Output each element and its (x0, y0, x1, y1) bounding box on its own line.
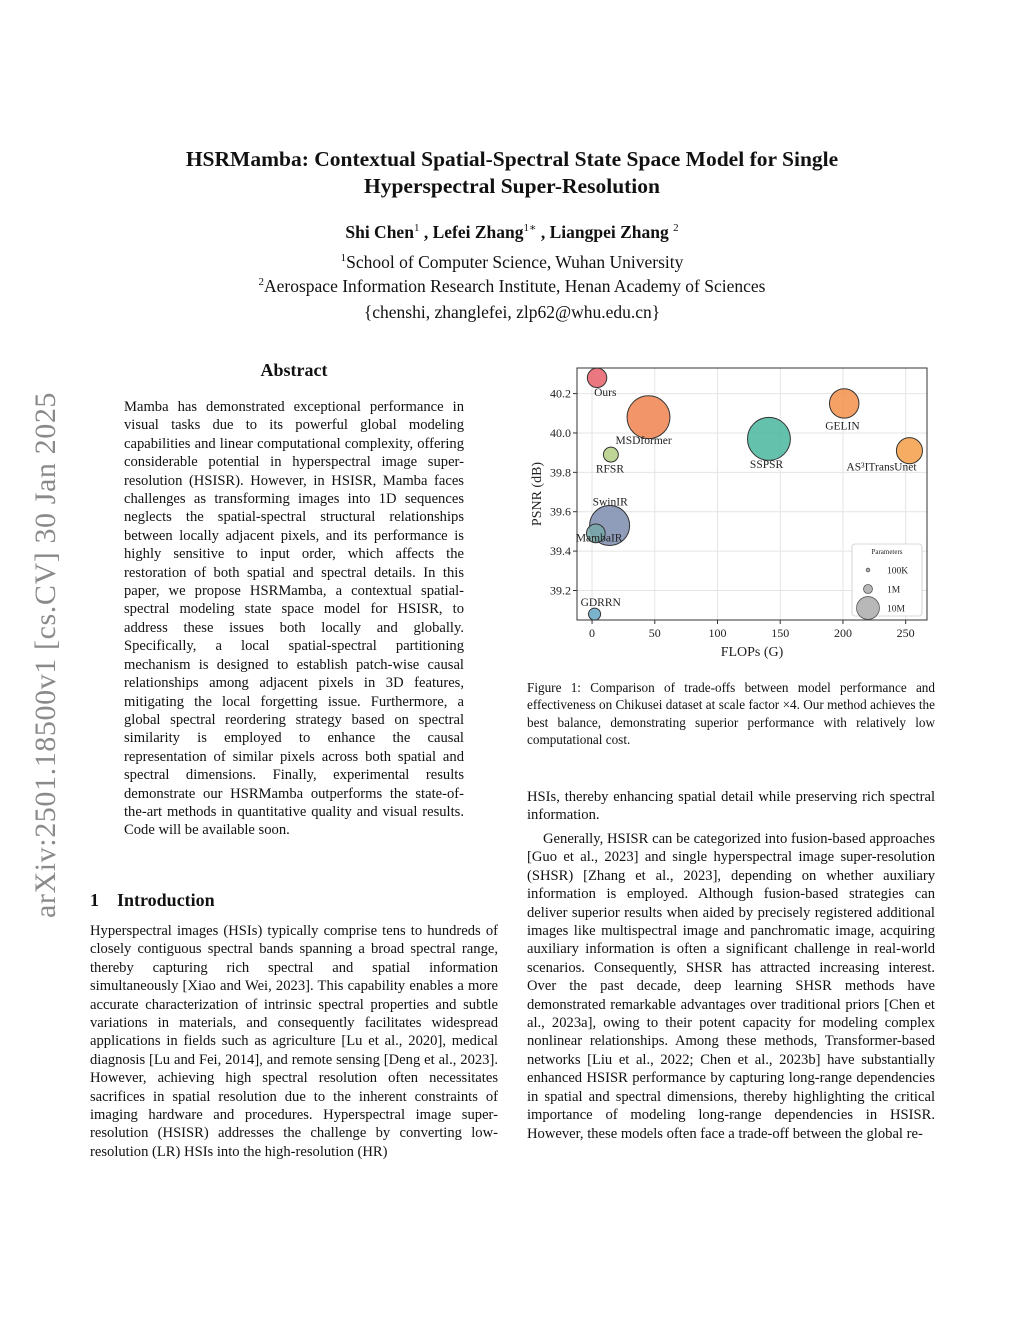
affiliation-sup: 1 (340, 252, 347, 265)
arxiv-side-stamp-text: arXiv:2501.18500v1 [cs.CV] 30 Jan 2025 (29, 391, 62, 919)
figure-1-caption: Figure 1: Comparison of trade-offs between model performance and effectiveness on Chikusei dataset at scale factor ×4. Our method achieves the best balance, demonstrating superior performance with relatively low computational cost. (527, 680, 935, 748)
x-tick-label: 100 (708, 626, 727, 640)
affiliation-1 (100, 252, 924, 273)
abstract-heading: Abstract (260, 360, 328, 380)
introduction-text: Hyperspectral images (HSIs) typically comprise tens to hundreds of closely contiguous spectral bands spanning a broad spectral range, thereby capturing rich spectral and spatial information simultaneously [Xiao and Wei, 2023]. This capability enables a more accurate characterization of intrinsic spectral properties and subtle variations in materials, and consequently facilitates widespread applications in fields such as agriculture [Lu et al., 2020], medical diagnosis [Lu and Fei, 2014], and remote sensing [Deng et al., 2023]. However, achieving high spectral resolution often necessitates sacrifices in spatial resolution due to the inherent constraints of imaging hardware and procedures. Hyperspectral image super-resolution (HSISR) addresses the challenge by converting low-resolution (LR) HSIs into the high-resolution (HR) (90, 923, 498, 1160)
x-tick-label: 0 (589, 626, 596, 640)
data-point-rfsr (603, 447, 618, 462)
affiliation-text: School of Computer Science, Wuhan University (346, 252, 684, 272)
right-column-paragraph-2: Generally, HSISR can be categorized into fusion-based approaches [Guo et al., 2023] and single hyperspectral image super-resolution (SHSR) [Zhang et al., 2023], depending on whether auxiliary information is employed. Although fusion-based strategies can deliver superior results when aided by precisely registered additional images like multispectral image and panchromatic image, acquiring auxiliary information is often a significant challenge in real-world scenarios. Consequently, SHSR has attracted increasing interest. Over the past decade, deep learning SHSR methods have demonstrated remarkable advantages over traditional priors [Chen et al., 2023a], owing to their potent capacity for modeling complex nonlinear relationships. Among these methods, Transformer-based networks [Liu et al., 2022; Chen et al., 2023b] have substantially enhanced HSISR performance by capturing long-range dependencies in spatial and spectral dimensions, thereby highlighting the critical importance of modeling long-range dependencies in HSISR. However, these models often face a trade-off between the global re- (527, 831, 935, 1142)
data-point-gelin (829, 389, 858, 418)
author-name: Liangpei Zhang (549, 221, 669, 242)
affiliation-sup: 2 (258, 276, 264, 289)
y-tick-label: 39.4 (550, 544, 571, 559)
right-column-paragraph-1: HSIs, thereby enhancing spatial detail while preserving rich spectral information. (527, 789, 935, 824)
chart-legend (852, 544, 922, 619)
data-point-msdformer (627, 396, 670, 439)
section-number: 1 (90, 890, 99, 910)
y-tick-label: 39.6 (550, 504, 571, 519)
legend-marker (866, 568, 870, 572)
author-name: Shi Chen (345, 221, 414, 242)
point-label: RFSR (595, 463, 625, 476)
author-list: Shi Chen$^1$ , Lefei Zhang$^{1∗}$ , Liangpei Zhang $^2$ (345, 221, 679, 242)
abstract-text: Mamba has demonstrated exceptional performance in visual tasks due to its powerful global modeling capabilities and linear computational complexity, offering considerable potential in hyperspectral image super-resolution (HSISR). However, in HSISR, Mamba faces challenges as transforming images into 1D sequences neglects the spatial-spectral structural relationships between locally adjacent pixels, and its performance is highly sensitive to input order, which affects the restoration of both spatial and spectral details. In this paper, we propose HSRMamba, a contextual spatial-spectral modeling state space model for HSISR, to address these issues both locally and globally. Specifically, a local spatial-spectral partitioning mechanism is designed to establish patch-wise causal relationships among adjacent pixels in 3D features, mitigating the local forgetting issue. Furthermore, a global spectral reordering strategy based on spectral similarity is employed to enhance the causal representation of similar pixels across both spatial and spectral dimensions. Finally, experimental results demonstrate our HSRMamba outperforms the state-of-the-art methods in quantitative quality and visual results. Code will be available soon. (124, 399, 464, 839)
section-heading-introduction (90, 890, 215, 911)
title-line-2: Hyperspectral Super-Resolution (363, 174, 660, 198)
legend-label: 100K (887, 566, 909, 577)
figure-1-bubble-chart (527, 358, 937, 663)
legend-marker (864, 585, 873, 594)
x-tick-label: 50 (648, 626, 661, 640)
affiliation-2 (100, 276, 924, 297)
author-sup: 2 (673, 222, 679, 234)
y-tick-label: 40.2 (550, 386, 571, 401)
author-name: Lefei Zhang (432, 221, 524, 242)
author-emails: {chenshi, zhanglefei, zlp62@whu.edu.cn} (363, 302, 661, 322)
point-label: SSPSR (749, 458, 784, 471)
paper-title (100, 146, 924, 200)
title-line-1: HSRMamba: Contextual Spatial-Spectral State Space Model for Single (185, 147, 839, 171)
legend-title: Parameters (871, 548, 903, 556)
point-label: Ours (594, 386, 617, 399)
point-label: GDRRN (580, 597, 621, 610)
data-point-gdrrn (589, 608, 601, 620)
author-sup: 1∗ (523, 222, 537, 234)
author-sup: 1 (413, 222, 420, 234)
x-tick-label: 150 (771, 626, 790, 640)
y-tick-label: 39.2 (550, 583, 571, 598)
arxiv-side-stamp (24, 360, 68, 950)
point-label: SwinIR (592, 496, 628, 509)
x-axis-label: FLOPs (G) (720, 645, 784, 660)
y-tick-label: 39.8 (550, 465, 571, 480)
data-point-as-itransunet (896, 438, 922, 464)
x-tick-label: 200 (833, 626, 852, 640)
legend-marker (857, 597, 880, 620)
point-label: MSDformer (615, 435, 672, 448)
legend-label: 10M (887, 604, 905, 615)
section-title: Introduction (117, 890, 215, 910)
y-axis-label: PSNR (dB) (530, 461, 545, 527)
data-point-sspsr (747, 417, 790, 460)
y-tick-label: 40.0 (550, 425, 571, 440)
data-point-ours (587, 368, 606, 387)
point-label: MambaIR (575, 532, 623, 545)
legend-label: 1M (887, 585, 901, 596)
affiliation-text: Aerospace Information Research Institute, Henan Academy of Sciences (264, 276, 766, 296)
point-label: GELIN (825, 420, 860, 433)
x-tick-label: 250 (896, 626, 915, 640)
point-label: AS³ITransUnet (846, 461, 917, 474)
